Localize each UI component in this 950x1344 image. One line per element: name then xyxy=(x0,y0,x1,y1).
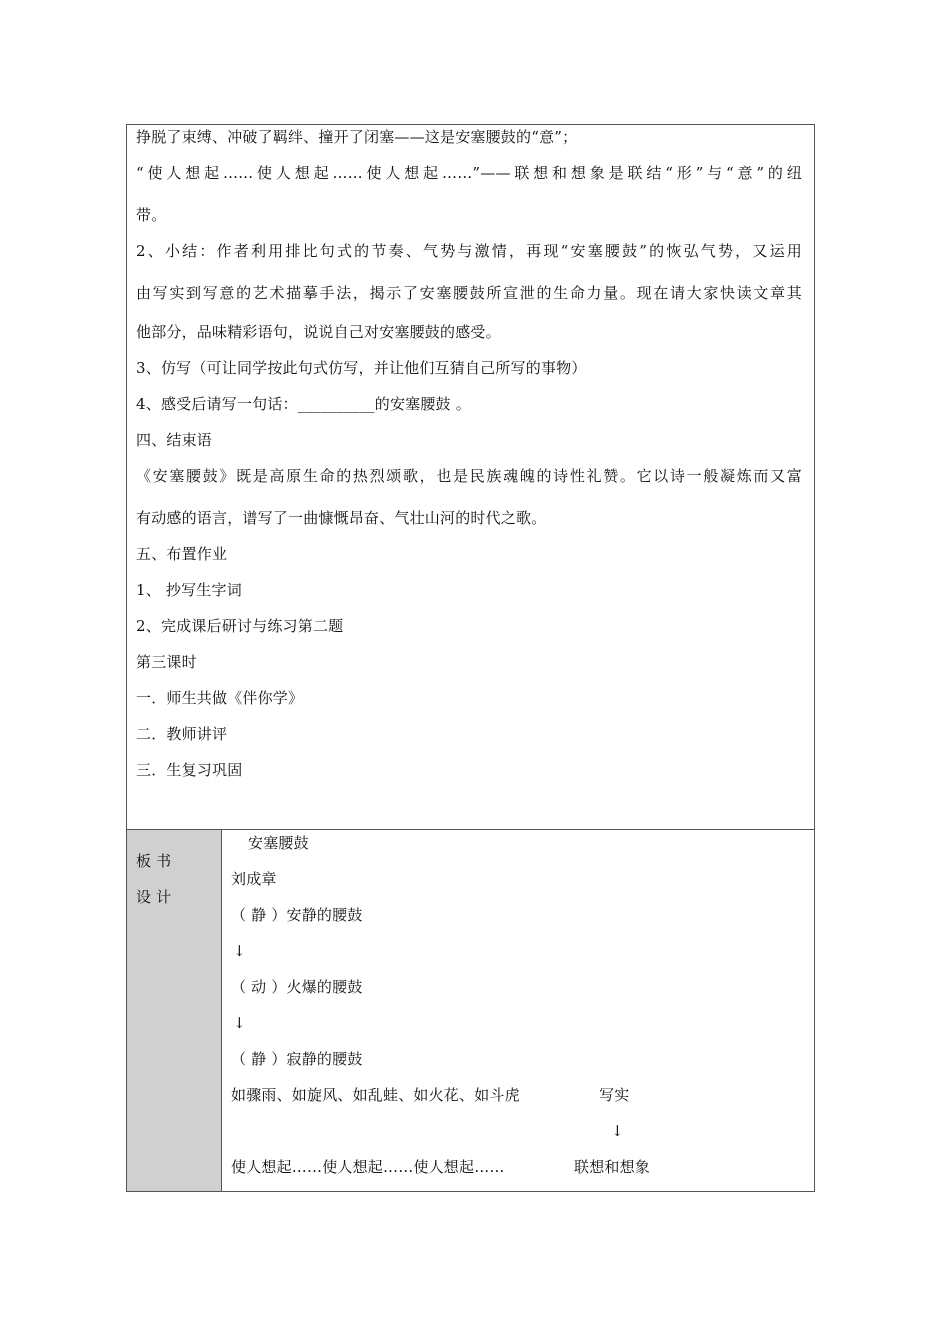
text-line-1: 挣脱了束缚、冲破了羁绊、撞开了闭塞——这是安塞腰鼓的“意”； xyxy=(136,128,578,146)
board-label-cell xyxy=(127,830,221,1191)
text-line-11: 有动感的语言，谱写了一曲慷慨昂奋、气壮山河的时代之歌。 xyxy=(136,509,547,527)
text-line-3: 带。 xyxy=(136,206,167,224)
text-line-4: 2、小结：作者利用排比句式的节奏、气势与激情，再现“安塞腰鼓”的恢弘气势，又运用 xyxy=(136,242,802,260)
down-arrow-icon: ↓ xyxy=(233,942,246,960)
section-heading-third-lesson: 第三课时 xyxy=(136,653,197,671)
table-column-divider xyxy=(221,829,222,1192)
text-line-17: 二．教师讲评 xyxy=(136,725,228,743)
board-author: 刘成章 xyxy=(231,870,277,888)
text-line-18: 三．生复习巩固 xyxy=(136,761,243,779)
board-imagine-text: 使人想起……使人想起……使人想起…… xyxy=(231,1158,505,1176)
down-arrow-icon: ↓ xyxy=(233,1014,246,1032)
board-state-3: （ 静 ）寂静的腰鼓 xyxy=(231,1050,363,1068)
text-line-13: 1、 抄写生字词 xyxy=(136,581,242,599)
down-arrow-icon: ↓ xyxy=(611,1122,624,1140)
board-realistic-label: 写实 xyxy=(599,1086,630,1104)
text-line-8: 4、感受后请写一句话：__________的安塞腰鼓 。 xyxy=(136,395,471,413)
board-label-line1: 板 书 xyxy=(136,852,172,870)
board-label-line2: 设 计 xyxy=(136,888,172,906)
text-line-7: 3、仿写（可让同学按此句式仿写，并让他们互猜自己所写的事物） xyxy=(136,359,587,377)
section-heading-5: 五、布置作业 xyxy=(136,545,228,563)
text-line-14: 2、完成课后研讨与练习第二题 xyxy=(136,617,344,635)
table-row-divider xyxy=(126,829,815,830)
section-heading-4: 四、结束语 xyxy=(136,431,213,449)
text-line-10: 《安塞腰鼓》既是高原生命的热烈颂歌，也是民族魂魄的诗性礼赞。它以诗一般凝炼而又富 xyxy=(136,467,802,485)
board-state-1: （ 静 ）安静的腰鼓 xyxy=(231,906,363,924)
text-line-2: “使人想起……使人想起……使人想起……”——联想和想象是联结“形”与“意”的纽 xyxy=(136,164,802,182)
text-line-6: 他部分，品味精彩语句，说说自己对安塞腰鼓的感受。 xyxy=(136,323,501,341)
text-line-5: 由写实到写意的艺术描摹手法，揭示了安塞腰鼓所宣泄的生命力量。现在请大家快读文章其 xyxy=(136,284,802,302)
board-realistic-text: 如骤雨、如旋风、如乱蛙、如火花、如斗虎 xyxy=(231,1086,520,1104)
text-line-16: 一．师生共做《伴你学》 xyxy=(136,689,304,707)
board-title: 安塞腰鼓 xyxy=(248,834,309,852)
board-imagine-label: 联想和想象 xyxy=(574,1158,651,1176)
board-state-2: （ 动 ）火爆的腰鼓 xyxy=(231,978,363,996)
